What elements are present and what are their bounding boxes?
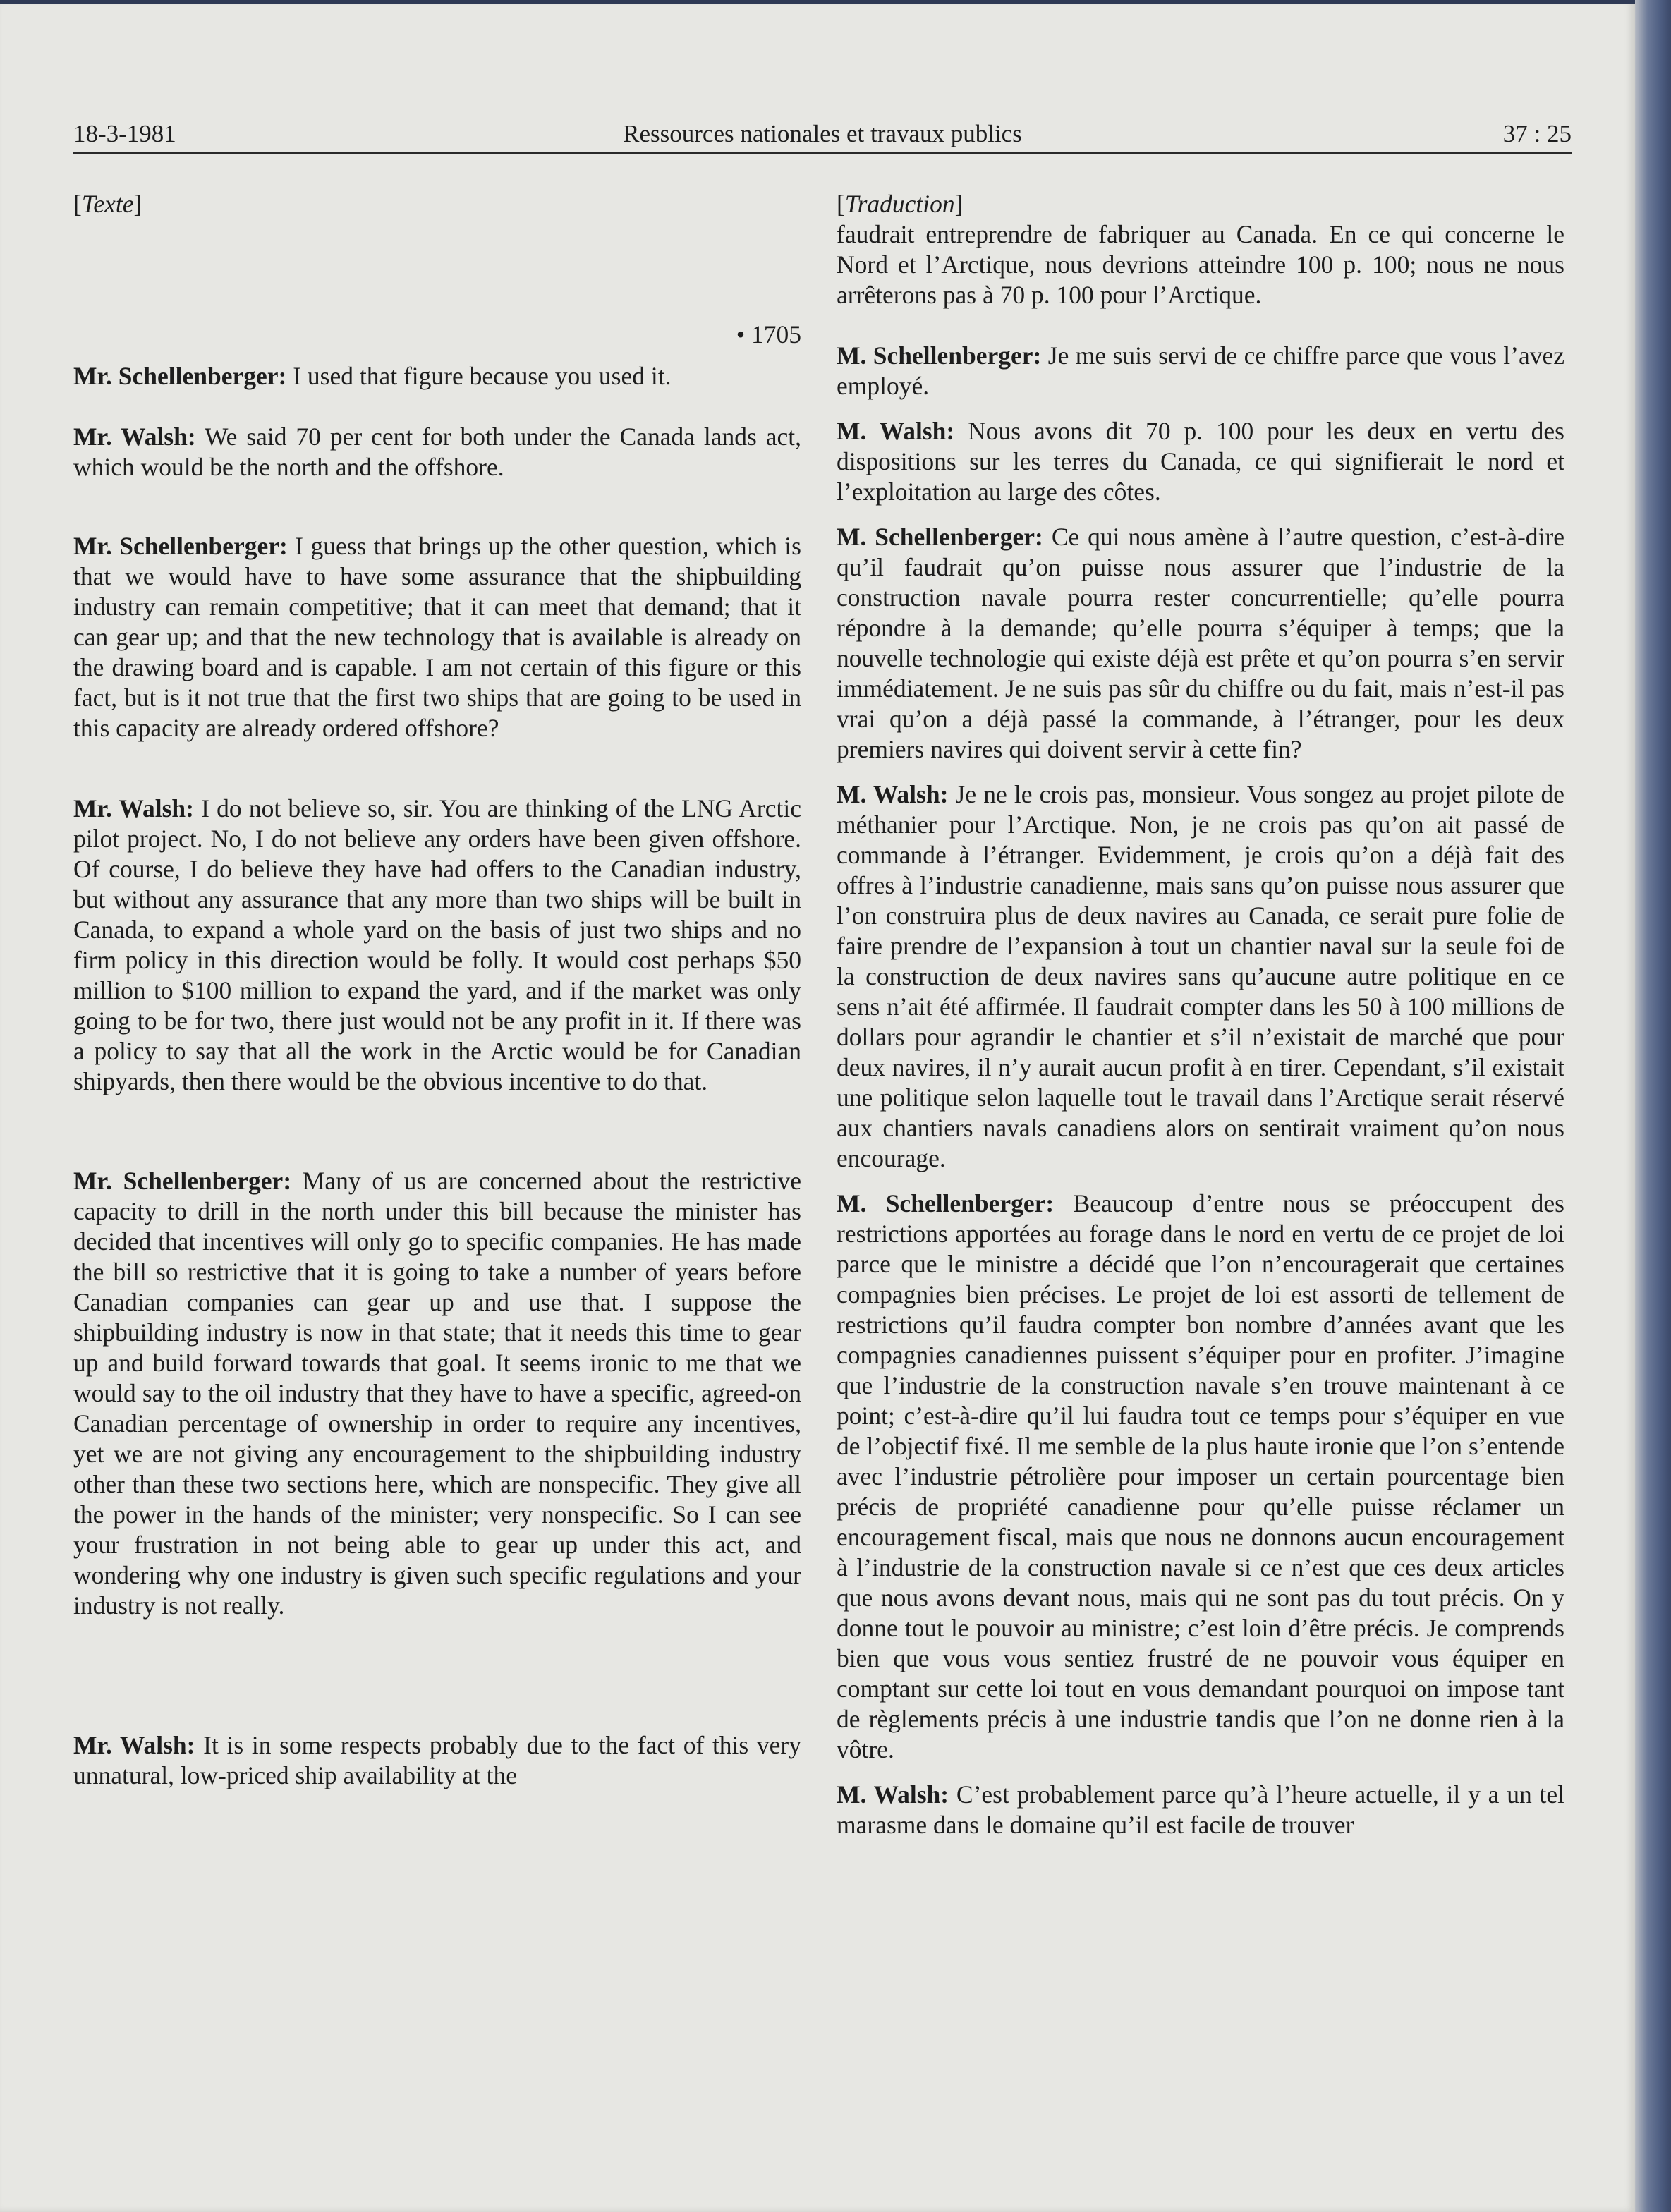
speaker-name: Mr. Walsh:: [73, 423, 196, 451]
speaker-name: M. Schellenberger:: [837, 523, 1043, 551]
english-column: [73, 189, 801, 1791]
paragraph: M. Walsh: C’est probablement parce qu’à l’heure actuelle, il y a un tel marasme dans le domaine qu’il est facile de trouver: [837, 1780, 1564, 1839]
paragraph: M. Schellenberger: Je me suis servi de ce chiffre parce que vous l’avez employé.: [837, 341, 1565, 400]
paragraph: Mr. Schellenberger: Many of us are concerned about the restrictive capacity to drill in the north under this bill because the minister has decided that incentives will only go to specific companies. He has made the bill so restrictive that it is going to take a number of years before Canadian companies can gear up and use that. I suppose the shipbuilding industry is now in that state; that it needs this time to gear up and build forward towards that goal. It seems ironic to me that we would say to the oil industry that they have to have a specific, agreed-on Canadian percentage of ownership in order to require any incentives, yet we are not giving any encouragement to the shipbuilding industry other than these two sections here, which are nonspecific. They give all the power in the hands of the minister; very nonspecific. So I can see your frustration in not being able to gear up under this act, and wondering why one industry is given such specific regulations and your industry is not really.: [73, 1167, 801, 1620]
running-header: [73, 119, 1572, 150]
paragraph: M. Walsh: Nous avons dit 70 p. 100 pour les deux en vertu des dispositions sur les terres du Canada, ce qui signifierait le nord et l’exploitation au large des côtes.: [837, 417, 1564, 506]
header-page-number: 37 : 25: [1502, 120, 1572, 147]
paragraph: M. Walsh: Je ne le crois pas, monsieur. Vous songez au projet pilote de méthanier pour l’Arctique. Non, je ne crois pas qu’on ait passé de commande à l’étranger. Evidemment, je crois qu’on a déjà fait des offres à l’industrie canadienne, mais sans qu’on puisse nous assurer que l’on construira plus de deux navires au Canada, ce serait pure folie de faire prendre de l’expansion à tout un chantier naval sur la seule foi de la construction de deux navires sans qu’aucune autre politique en ce sens n’ait été affirmée. Il faudrait compter dans les 50 à 100 millions de dollars pour agrandir le chantier et s’il n’existait de marché que pour deux navires, il n’y aurait aucun profit à en tirer. Cependant, s’il existait une politique selon laquelle tout le travail dans l’Arctique serait réservé aux chantiers navals canadiens alors on sentirait vraiment qu’on nous encourage.: [837, 780, 1564, 1172]
paragraph: Mr. Schellenberger: I guess that brings up the other question, which is that we would have to have some assurance that the shipbuilding industry can remain competitive; that it can meet that demand; that it can gear up; and that the new technology that is available is already on the drawing board and is capable. I am not certain of this figure or this fact, but is it not true that the first two ships that are going to be used in this capacity are already ordered offshore?: [73, 532, 801, 742]
paragraph: Mr. Walsh: It is in some respects probably due to the fact of this very unnatural, low-priced ship availability at the: [73, 1731, 801, 1789]
top-edge: [0, 0, 1635, 4]
paragraph: Mr. Walsh: We said 70 per cent for both under the Canada lands act, which would be the north and the offshore.: [73, 423, 801, 481]
time-marker: • 1705: [736, 320, 801, 348]
paragraph: Mr. Schellenberger: I used that figure because you used it.: [73, 362, 672, 390]
book-binding-edge: [1635, 0, 1671, 2212]
header-date: 18-3-1981: [73, 120, 176, 147]
language-label-texte: [Texte]: [73, 190, 142, 218]
language-label-traduction: [Traduction]: [837, 190, 964, 218]
french-column: [837, 189, 1564, 1840]
speaker-name: M. Walsh:: [837, 417, 955, 445]
header-rule: [73, 152, 1572, 154]
speaker-name: Mr. Walsh:: [73, 794, 194, 822]
speaker-name: Mr. Schellenberger:: [73, 362, 287, 390]
speaker-name: Mr. Schellenberger:: [73, 1167, 292, 1195]
speaker-name: M. Walsh:: [837, 780, 949, 808]
speaker-name: M. Schellenberger:: [837, 341, 1042, 370]
continuation-paragraph: faudrait entreprendre de fabriquer au Canada. En ce qui concerne le Nord et l’Arctique, nous devrions atteindre 100 p. 100; nous ne nous arrêterons pas à 70 p. 100 pour l’Arctique.: [837, 220, 1564, 309]
speaker-name: Mr. Walsh:: [73, 1731, 195, 1759]
paragraph: M. Schellenberger: Ce qui nous amène à l’autre question, c’est-à-dire qu’il faudrait qu’on puisse nous assurer que l’industrie de la construction navale pourra rester concurrentielle; qu’elle pourra répondre à la demande; qu’elle pourra s’équiper à temps; que la nouvelle technologie qui existe déjà est prête et qu’on pourra s’en servir immédiatement. Je ne suis pas sûr du chiffre ou du fait, mais n’est-il pas vrai qu’on a déjà passé la commande, à l’étranger, pour les deux premiers navires qui doivent servir à cette fin?: [837, 523, 1564, 763]
speaker-name: M. Walsh:: [837, 1780, 949, 1809]
speaker-name: Mr. Schellenberger:: [73, 532, 288, 560]
paragraph: Mr. Walsh: I do not believe so, sir. You are thinking of the LNG Arctic pilot project. No, I do not believe any orders have been given offshore. Of course, I do believe they have had offers to the Canadian industry, but without any assurance that any more than two ships will be built in Canada, to expand a whole yard on the basis of just two ships and no firm policy in this direction would be folly. It would cost perhaps $50 million to $100 million to expand the yard, and if the market was only going to be for two, there just would not be any profit in it. If there was a policy to say that all the work in the Arctic would be for Canadian shipyards, then there would be the obvious incentive to do that.: [73, 794, 801, 1095]
header-title: Ressources nationales et travaux publics: [623, 120, 1022, 147]
speaker-name: M. Schellenberger:: [837, 1189, 1055, 1217]
paragraph: M. Schellenberger: Beaucoup d’entre nous se préoccupent des restrictions apportées au forage dans le nord en vertu de ce projet de loi parce que le ministre a décidé que l’on n’encouragerait que certaines compagnies bien précises. Le projet de loi est assorti de tellement de restrictions qu’il faudra compter bon nombre d’années avant que les compagnies canadiennes puissent s’équiper pour en profiter. J’imagine que l’industrie de la construction navale s’en trouve maintenant à ce point; c’est-à-dire qu’il lui faudra tout ce temps pour s’équiper en vue de l’objectif fixé. Il me semble de la plus haute ironie que l’on s’entende avec l’industrie pétrolière pour imposer un certain pourcentage bien précis de propriété canadienne pour qu’elle puisse réclamer un encouragement fiscal, mais que nous ne donnons aucun encouragement à l’industrie de la construction navale si ce n’est que ces deux articles que nous avons devant nous, mais qui ne sont pas du tout précis. On y donne tout le pouvoir au ministre; c’est loin d’être précis. Je comprends bien que vous vous sentiez frustré de ne pouvoir vous équiper en comptant sur cette loi tout en vous demandant pourquoi on impose tant de règlements précis à une industrie tandis que l’on ne donne rien à la vôtre.: [837, 1189, 1565, 1763]
